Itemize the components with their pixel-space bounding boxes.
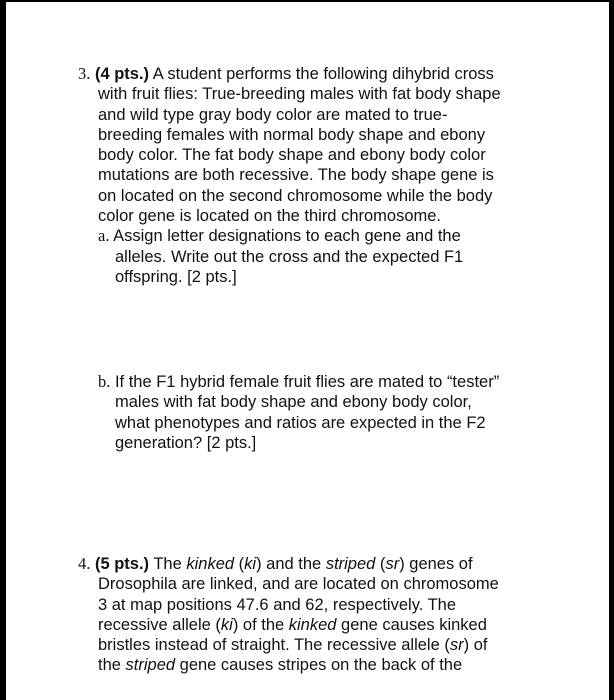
q4-line-1: 4. (5 pts.) The kinked (ki) and the striped (sr) genes of — [78, 554, 473, 573]
q3-part-b-line-4: generation? [2 pts.] — [115, 433, 257, 452]
question-3 — [78, 64, 548, 287]
q4-line-2: Drosophila are linked, and are located on chromosome — [98, 575, 499, 594]
q3-part-b-line-3: what phenotypes and ratios are expected in the F2 — [115, 413, 486, 432]
q4-line-5: bristles instead of straight. The recessive allele (sr) of — [98, 636, 488, 655]
page-border-top — [0, 0, 614, 2]
q3-line-4: breeding females with normal body shape and ebony — [98, 125, 486, 144]
q4-line-3: 3 at map positions 47.6 and 62, respectively. The — [98, 595, 457, 614]
question-4 — [78, 554, 548, 676]
q3-part-b-line-2: males with fat body shape and ebony body color, — [115, 393, 472, 412]
q3-line-2: with fruit flies: True-breeding males with fat body shape — [98, 85, 501, 104]
q4-number: 4. — [78, 554, 91, 573]
q3-part-a-letter: a. — [98, 226, 110, 246]
q3-line-6: mutations are both recessive. The body shape gene is — [98, 166, 494, 185]
question-3-part-b — [78, 372, 548, 453]
q3-line-1: 3. (4 pts.) A student performs the following dihybrid cross — [78, 64, 494, 83]
q3-part-b-line-1: b. If the F1 hybrid female fruit flies are mated to “tester” — [98, 372, 500, 391]
q3-part-a-line-3: offspring. [2 pts.] — [115, 267, 237, 286]
page-border-right — [609, 0, 614, 700]
q3-number: 3. — [78, 64, 91, 83]
q4-points: (5 pts.) — [94, 555, 150, 573]
q4-line-4: recessive allele (ki) of the kinked gene causes kinked — [98, 615, 487, 634]
q3-part-a-line-2: alleles. Write out the cross and the expected F1 — [115, 247, 464, 266]
q3-line-3: and wild type gray body color are mated to true- — [98, 105, 448, 124]
q3-part-b-letter: b. — [98, 372, 111, 391]
q3-line-5: body color. The fat body shape and ebony body color — [98, 146, 486, 165]
q3-part-a-line-1: a. Assign letter designations to each gene and the — [98, 226, 461, 246]
q4-line-6: the striped gene causes stripes on the back of the — [98, 656, 463, 675]
q3-line-7: on located on the second chromosome while the body — [98, 186, 493, 205]
q3-points: (4 pts.) — [94, 65, 150, 83]
q3-line-8: color gene is located on the third chromosome. — [98, 207, 442, 226]
page-border-left — [0, 0, 6, 700]
